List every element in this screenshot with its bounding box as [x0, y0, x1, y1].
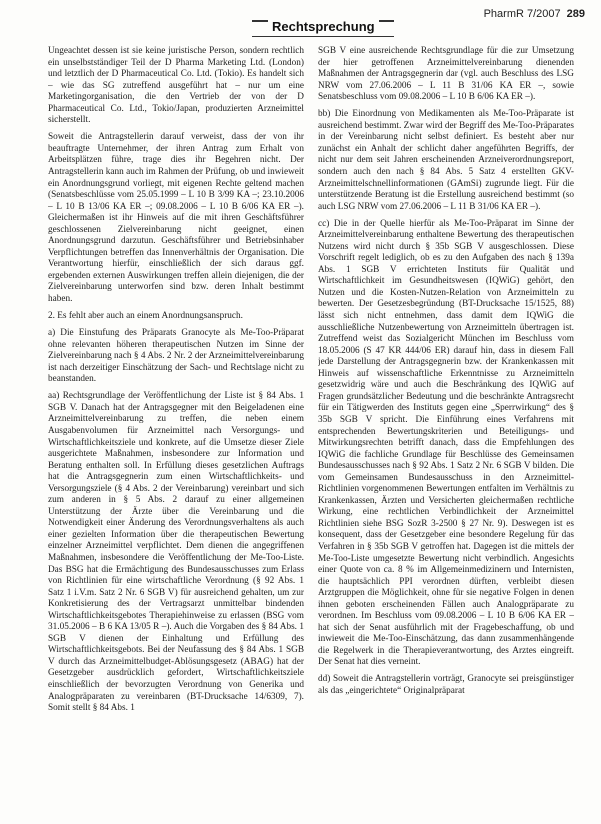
- paragraph: a) Die Einstufung des Präparats Granocyte als Me-Too-Präparat ohne relevanten höheren therapeutischen Nutzen im Sinne der Zielvereinbarung nach § 4 Abs. 2 Nr. 2 der Arzneimittelvereinbarung ist nach derzeitiger Einschätzung der Sach- und Rechtslage nicht zu beanstanden.: [48, 328, 304, 385]
- paragraph: bb) Die Einordnung von Medikamenten als Me-Too-Präparate ist ausreichend bestimmt. Zwar wird der Begriff des Me-Too-Präparates in der Vereinbarung nicht selbst definiert. Es besteht aber nur zunächst ein Anhalt der schlicht daher angeführten Begriffs, der nicht nur dem seit Jahren erscheinenden Arzneiverordnungsreport, sondern auch den nach § 84 Abs. 5 Satz 4 erstellten GKV-Arzneimittelschnellinformationen (GAmSi) zugrunde liegt. Für die unterstützende Beratung ist die Erstellung ausreichend bestimmt (so auch LSG NRW vom 27.06.2006 – L 11 B 31/06 KA ER –).: [318, 109, 574, 212]
- right-column: [318, 46, 574, 818]
- journal-name: PharmR 7/2007: [483, 8, 561, 20]
- left-column: [48, 46, 304, 818]
- page-header: [0, 0, 601, 40]
- section-title: Rechtsprechung: [268, 19, 379, 34]
- paragraph: SGB V eine ausreichende Rechtsgrundlage für die zur Umsetzung der hier getroffenen Arzneimittelvereinbarung dienenden Maßnahmen der Antragsgegnerin dar (vgl. auch Beschluss des LSG NRW vom 27.06.2006 – L 11 B 31/06 KA ER –, sowie Senatsbeschluss vom 09.08.2006 – L 10 B 6/06 KA ER –).: [318, 46, 574, 103]
- paragraph: Ungeachtet dessen ist sie keine juristische Person, sondern rechtlich ein unselbstständiger Teil der D Pharma Marketing Ltd. (London) und letztlich der D Pharmaceutical Co. Ltd. (Tokio). Es handelt sich – wie das SG zutreffend ausgeführt hat – nur um eine Marketingorganisation, die den Vertrieb der von der D Pharmaceutical Co. Ltd., Tokio/Japan, produzierten Arzneimittel sicherstellt.: [48, 46, 304, 126]
- journal-reference: [484, 8, 585, 20]
- paragraph: 2. Es fehlt aber auch an einem Anordnungsanspruch.: [48, 311, 243, 322]
- paragraph: aa) Rechtsgrundlage der Veröffentlichung der Liste ist § 84 Abs. 1 SGB V. Danach hat der Antragsgegner mit den Beigeladenen eine Arzneimittelvereinbarung zu treffen, die neben einem Ausgabenvolumen für Arzneimittel nach Versorgungs- und Wirtschaftlichkeitsziele und konkrete, auf die Umsetze dieser Ziele ausgerichtete Maßnahmen, insbesondere zur Information und Beratung enthalten soll. In Erfüllung dieses gesetzlichen Auftrags hat die Antragsgegnerin zum einen Wirtschaftlichkeits- und Versorgungsziele (§ 4 Abs. 2 der Vereinbarung) vereinbart und sich zum anderen in § 5 Abs. 2 darauf zu einer allgemeinen Unterstützung der Ärzte über die Vereinbarung und die Notwendigkeit einer Änderung des Verordnungsverhaltens als auch einer gezielten Information über die therapeutischen Bewertung einzelner Arzneimittel verpflichtet. Dem dienen die angegriffenen Maßnahmen, insbesondere die Veröffentlichung der Me-Too-Liste. Das BSG hat die Ermächtigung des Bundesausschusses zum Erlass von Richtlinien für eine wirtschaftliche Verordnung (§ 92 Abs. 1 Satz 1 i.V.m. Satz 2 Nr. 6 SGB V) für ausreichend gehalten, um zur Konkretisierung des der Vertragsarzt unmittelbar bindenden Wirtschaftlichkeitsgebotes Therapiehinweise zu erlassen (BSG vom 31.05.2006 – B 6 KA 13/05 R –). Auch die Vorgaben des § 84 Abs. 1 SGB V dienen der Einhaltung und Erfüllung des Wirtschaftlichkeitsgebots. Bei der Neufassung des § 84 Abs. 1 SGB V durch das Arzneimittelbudget-Ablösungsgesetz (ABAG) hat der Gesetzgeber ausdrücklich gefordert, Wirtschaftlichkeitsziele einschließlich der bevorzugten Verordnung von Generika und Analogpräparaten zu vereinbaren (BT-Drucksache 14/6309, 7). Somit stellt § 84 Abs. 1: [48, 391, 304, 714]
- paragraph: dd) Soweit die Antragstellerin vorträgt, Granocyte sei preisgünstiger als das „eingerichtete“ Originalpräparat: [318, 674, 574, 697]
- page-number: 289: [566, 8, 585, 20]
- paragraph: Soweit die Antragstellerin darauf verweist, dass der von ihr beauftragte Unternehmer, der ihren Antrag zum Erhalt von Arbeitsplätzen führe, trage dies ihr Begehren nicht. Der Antragstellerin kann auch im Rahmen der Prüfung, ob und inwieweit ein Anordnungsgrund vorliegt, mit eigenen Rechte geltend machen (Senatsbeschlüsse vom 25.05.1999 – L 10 B 3/99 KA –; 23.10.2006 – L 10 B 13/06 KA ER –; 09.08.2006 – L 10 B 6/06 KA ER –). Gleichermaßen ist ihr Hinweis auf die mit ihren Geschäftsführer geschlossenen Zielvereinbarung nicht geeignet, einen Anordnungsgrund darzutun. Geschäftsführer und Betriebsinhaber Verpflichtungen betreffen das Innenverhältnis der Organisation. Die Verantwortung hierfür, einschließlich der sich daraus ggf. ergebenden externen Auswirkungen treffen allein diejenigen, die der Zielvereinbarung unterworfen sind bzw. deren Inhalt bestimmt haben.: [48, 132, 304, 304]
- paragraph: cc) Die in der Quelle hierfür als Me-Too-Präparat im Sinne der Arzneimittelvereinbarung enthaltene Bewertung des therapeutischen Nutzens wird nicht durch § 35b SGB V ausgeschlossen. Diese Vorschrift regelt lediglich, ob es zu den Aufgaben des nach § 139a Abs. 1 SGB V errichteten Instituts für Qualität und Wirtschaftlichkeit im Gesundheitswesen (IQWiG) gehört, den Nutzen und die Kosten-Nutzen-Relation von Arzneimitteln zu bewerten. Der Gesetzesbegründung (BT-Drucksache 15/1525, 88) lässt sich nicht entnehmen, dass damit dem IQWiG die ausschließliche Nutzenbewertung von Arzneimitteln übertragen ist. Zutreffend weist das Sozialgericht München im Beschluss vom 18.05.2006 (S 47 KR 444/06 ER) darauf hin, dass in diesem Fall jede Darstellung der Antragsgegnerin bzw. der Krankenkassen mit Hinweis auf wissenschaftliche Erkenntnisse zu Arzneimitteln gesetzwidrig wäre und auch die Beschränkung des IQWiG auf Fragen grundsätzlicher Bedeutung und die beschränkte Antragsrecht für ein Tätigwerden des Instituts gegen eine „Sperrwirkung“ des § 35b SGB V spricht. Die Einführung eines Verfahrens mit entsprechenden Bewertungskriterien und Beteiligungs- und Mitwirkungsrechten betrifft danach, dass die Empfehlungen des IQWiG die fachliche Grundlage für Beschlüsse des Gemeinsamen Bundesausschusses nach § 92 Abs. 1 Satz 2 Nr. 6 SGB V bilden. Die vom Gemeinsamen Bundesausschuss in den Arzneimittel-Richtlinien vorgenommenen Bewertungen entfalten im Verhältnis zu Krankenkassen, Ärzten und Versicherten gleichermaßen rechtliche Wirkung, eine rechtlichen Verbindlichkeit der Arzneimittel Richtlinien siehe BSG SozR 3-2500 § 27 Nr. 9). Deswegen ist es konsequent, dass der Gesetzgeber eine besondere Regelung für das Verfahren in § 35b SGB V getroffen hat. Dagegen ist die mittels der Me-Too-Liste umgesetzte Bewertung nicht verbindlich. Angesichts einer Quote von ca. 8 % im Allgemeinmedizinern und Internisten, die hauptsächlich PPI verordnen dürften, verbleibt diesen Arztgruppen die Möglichkeit, ohne für sie negative Folgen in denen ihnen geboten erscheinenden Fällen auch Analogpräparate zu verordnen. Im Beschluss vom 09.08.2006 – L 10 B 6/06 KA ER – hat sich der Senat ausführlich mit der Fragebeschaffung, ob und inwieweit die Me-Too-Einschätzung, das dann zusammenhängende die Regelwerk in die Therapieverantwortung, des Arztes eingreift. Der Senat hat dies verneint.: [318, 218, 574, 668]
